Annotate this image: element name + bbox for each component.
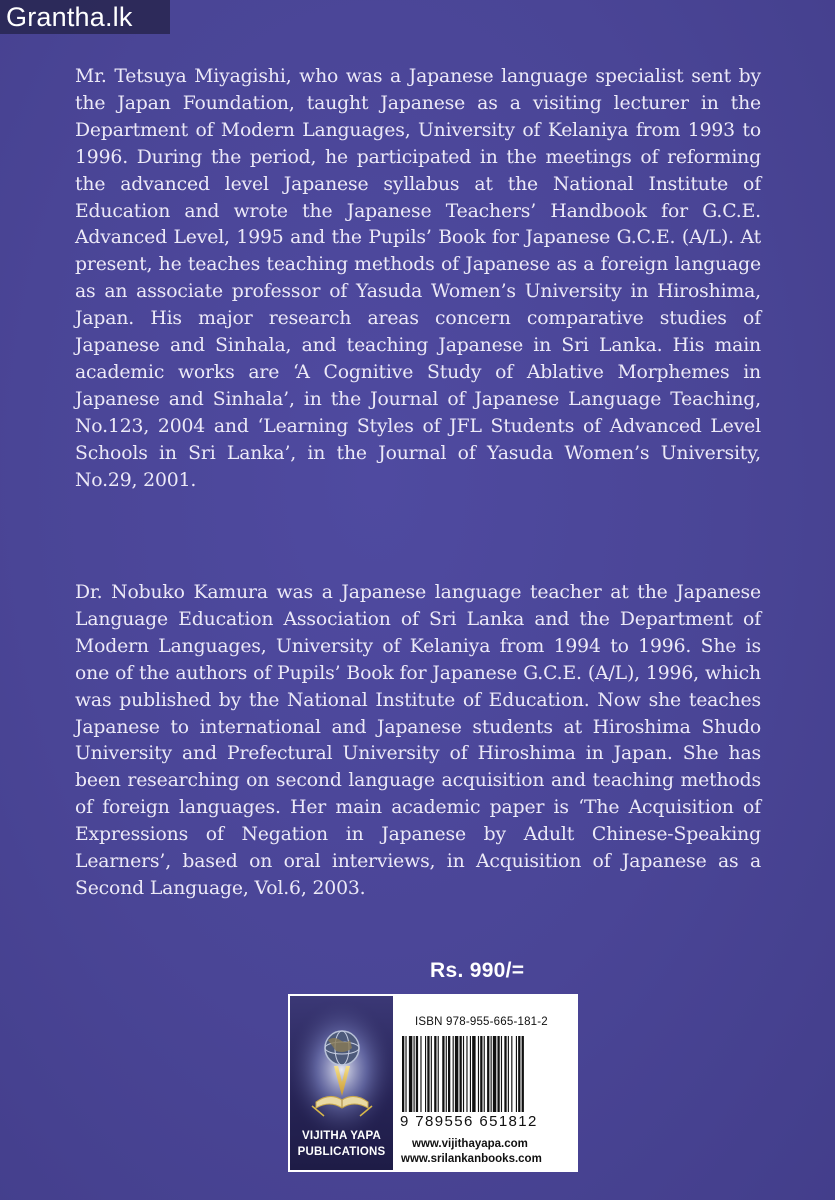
- barcode-bar: [497, 1036, 499, 1112]
- barcode-bar: [518, 1036, 520, 1112]
- barcode-bar: [460, 1036, 462, 1112]
- barcode-bar: [470, 1036, 471, 1112]
- barcode-bar: [434, 1036, 436, 1112]
- barcode-bar: [414, 1036, 415, 1112]
- barcode-bar: [501, 1036, 502, 1112]
- publisher-label-box: [288, 994, 578, 1172]
- barcode-bar: [438, 1036, 439, 1112]
- barcode-bar: [522, 1036, 524, 1112]
- barcode-bar: [463, 1036, 464, 1112]
- barcode-bar: [453, 1036, 454, 1112]
- barcode-bar: [493, 1036, 496, 1112]
- barcode-bar: [504, 1036, 506, 1112]
- isbn-barcode: [400, 1036, 572, 1112]
- barcode-bar: [472, 1036, 475, 1112]
- publisher-logo: [290, 996, 393, 1170]
- barcode-bar: [511, 1036, 512, 1112]
- barcode-bar: [442, 1036, 444, 1112]
- site-watermark: Grantha.lk: [0, 0, 170, 34]
- author-bio-kamura: Dr. Nobuko Kamura was a Japanese language teacher at the Japanese Language Education Association of Sri Lanka and the Department of Modern Languages, University of Kelaniya from 1994 to 1996. She is one of the authors of Pupils’ Book for Japanese G.C.E. (A/L), 1996, which was published by the National Institute of Education. Now she teaches Japanese to international and Japanese students at Hiroshima Shudo University and Prefectural University of Hiroshima in Japan. She has been researching on second language acquisition and teaching methods of foreign languages. Her main academic paper is ‘The Acquisition of Expressions of Negation in Japanese by Adult Chinese-Speaking Learners’, based on oral interviews, in Acquisition of Japanese as a Second Language, Vol.6, 2003.: [75, 582, 761, 899]
- barcode-bar: [416, 1036, 418, 1112]
- price-label: Rs. 990/=: [430, 959, 525, 982]
- barcode-bar: [487, 1036, 489, 1112]
- website-url-vijithayapa[interactable]: www.vijithayapa.com: [412, 1138, 528, 1150]
- globe-book-logo-icon: [290, 996, 393, 1130]
- barcode-bar: [420, 1036, 421, 1112]
- barcode-bar: [431, 1036, 432, 1112]
- barcode-digits: 9 789556 651812: [400, 1113, 538, 1130]
- barcode-bar: [455, 1036, 458, 1112]
- barcode-bar: [448, 1036, 450, 1112]
- barcode-bar: [484, 1036, 485, 1112]
- barcode-bar: [425, 1036, 426, 1112]
- barcode-bar: [466, 1036, 467, 1112]
- publisher-name-line1: VIJITHA YAPA: [301, 1130, 382, 1142]
- website-url-srilankanbooks[interactable]: www.srilankanbooks.com: [401, 1153, 542, 1165]
- barcode-bar: [516, 1036, 517, 1112]
- barcode-bar: [491, 1036, 492, 1112]
- barcode-bar: [402, 1036, 404, 1112]
- barcode-bar: [480, 1036, 482, 1112]
- barcode-bar: [446, 1036, 447, 1112]
- barcode-bar: [478, 1036, 479, 1112]
- barcode-bar: [409, 1036, 412, 1112]
- publisher-name-line2: PUBLICATIONS: [297, 1146, 386, 1158]
- isbn-text: ISBN 978-955-665-181-2: [415, 1016, 548, 1028]
- barcode-bar: [405, 1036, 406, 1112]
- author-bio-miyagishi: Mr. Tetsuya Miyagishi, who was a Japanese language specialist sent by the Japan Foundation, taught Japanese as a visiting lecturer in the Department of Modern Languages, University of Kelaniya from 1993 to 1996. During the period, he participated in the meetings of reforming the advanced level Japanese syllabus at the National Institute of Education and wrote the Japanese Teachers’ Handbook for G.C.E. Advanced Level, 1995 and the Pupils’ Book for Japanese G.C.E. (A/L). At present, he teaches teaching methods of Japanese as a foreign language as an associate professor of Yasuda Women’s University in Hiroshima, Japan. His major research areas concern comparative studies of Japanese and Sinhala, and teaching Japanese in Sri Lanka. His main academic works are ‘A Cognitive Study of Ablative Morphemes in Japanese and Sinhala’, in the Journal of Japanese Language Teaching, No.123, 2004 and ‘Learning Styles of JFL Students of Advanced Level Schools in Sri Lanka’, in the Journal of Yasuda Women’s University, No.29, 2001.: [75, 66, 761, 491]
- barcode-bar: [508, 1036, 509, 1112]
- barcode-bar: [427, 1036, 429, 1112]
